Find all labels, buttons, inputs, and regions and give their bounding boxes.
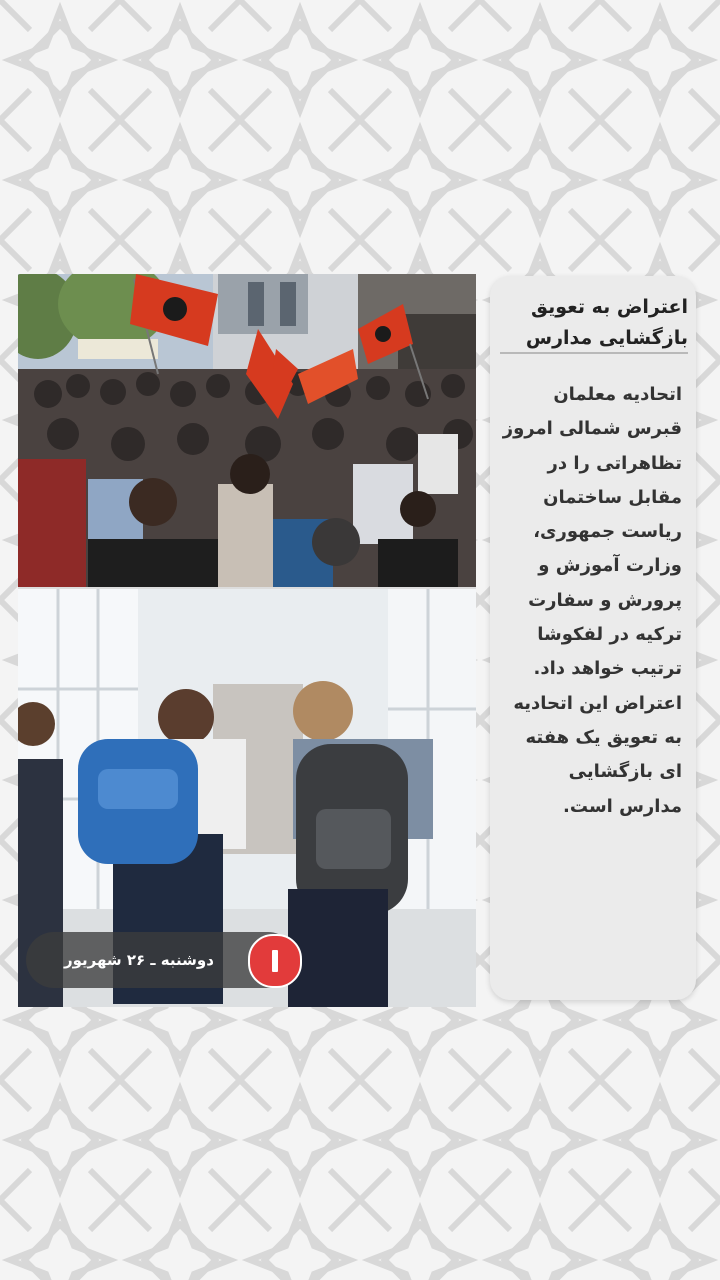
photo-collage	[18, 274, 476, 1007]
protest-photo	[18, 274, 476, 587]
post-body: اتحادیه معلمان قبرس شمالی امروز تظاهراتی را در مقابل ساختمان ریاست جمهوری، وزارت آموزش و پرورش و سفارت ترکیه در لفکوشا ترتیب خواهد داد. اعتراض این اتحادیه به تعویق یک هفته ای بازگشایی مدارس است.	[502, 384, 682, 817]
title-divider	[500, 352, 688, 354]
post-date: دوشنبه ـ ۲۶ شهریور	[64, 951, 214, 969]
post-title: اعتراض به تعویق بازگشایی مدارس	[525, 296, 688, 349]
brand-badge-icon	[248, 934, 302, 988]
